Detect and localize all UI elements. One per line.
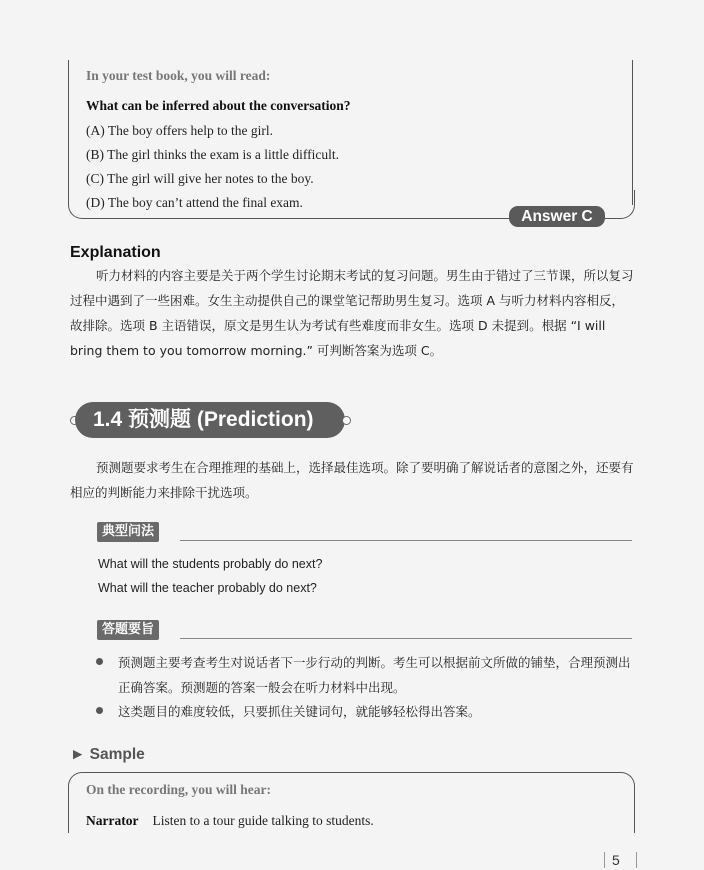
typical-question-1: What will the students probably do next? (98, 557, 323, 571)
typical-questions-tag: 典型问法 (97, 522, 159, 542)
key-points-tag: 答题要旨 (97, 620, 159, 640)
speaker-name: Narrator (86, 813, 139, 828)
question-box (68, 60, 633, 225)
key-point-2: 这类题目的难度较低，只要抓住关键词句，就能够轻松得出答案。 (118, 704, 481, 719)
option-c: (C) The girl will give her notes to the boy. (86, 171, 314, 186)
option-d: (D) The boy can’t attend the final exam. (86, 195, 303, 210)
typical-question-2: What will the teacher probably do next? (98, 581, 317, 595)
key-point-1: 预测题主要考查考生对说话者下一步行动的判断。考生可以根据前文所做的铺垫，合理预测出正确答案。预测题的答案一般会在听力材料中出现。 (118, 655, 631, 695)
question-stem: What can be inferred about the conversation? (86, 98, 351, 113)
page-number-bar-left (604, 852, 605, 868)
sample-label: ► Sample (70, 746, 145, 763)
bullet-dot-2 (96, 707, 103, 714)
section-intro: 预测题要求考生在合理推理的基础上，选择最佳选项。除了要明确了解说话者的意图之外，还要有相应的判断能力来排除干扰选项。 (70, 460, 634, 500)
section-title-banner: 1.4 预测题 (Prediction) (75, 402, 345, 438)
key-points-rule (180, 638, 632, 639)
bullet-dot-1 (96, 658, 103, 665)
sample-heading: On the recording, you will hear: (86, 782, 271, 797)
narrator-text: Listen to a tour guide talking to students. (152, 813, 374, 828)
explanation-text: 听力材料的内容主要是关于两个学生讨论期末考试的复习问题。男生由于错过了三节课，所以复习过程中遇到了一些困难。女生主动提供自己的课堂笔记帮助男生复习。选项 A 与听力材料内容相反，故排除。选项 B 主语错误，原文是男生认为考试有些难度而非女生。选项 D 未提到。根据 “I will bring them to you tomorrow morning.” 可判断答案为选项 C。 (70, 268, 634, 358)
answer-badge: Answer C (509, 206, 605, 227)
option-a: (A) The boy offers help to the girl. (86, 123, 273, 138)
sample-narrator-line (86, 813, 374, 829)
typical-questions-rule (180, 540, 632, 541)
banner-right-dot (342, 416, 351, 425)
question-box-heading: In your test book, you will read: (86, 68, 271, 83)
page-number-bar-right (636, 852, 637, 868)
option-b: (B) The girl thinks the exam is a little difficult. (86, 147, 339, 162)
page-number: 5 (612, 852, 620, 868)
explanation-title: Explanation (70, 244, 161, 261)
